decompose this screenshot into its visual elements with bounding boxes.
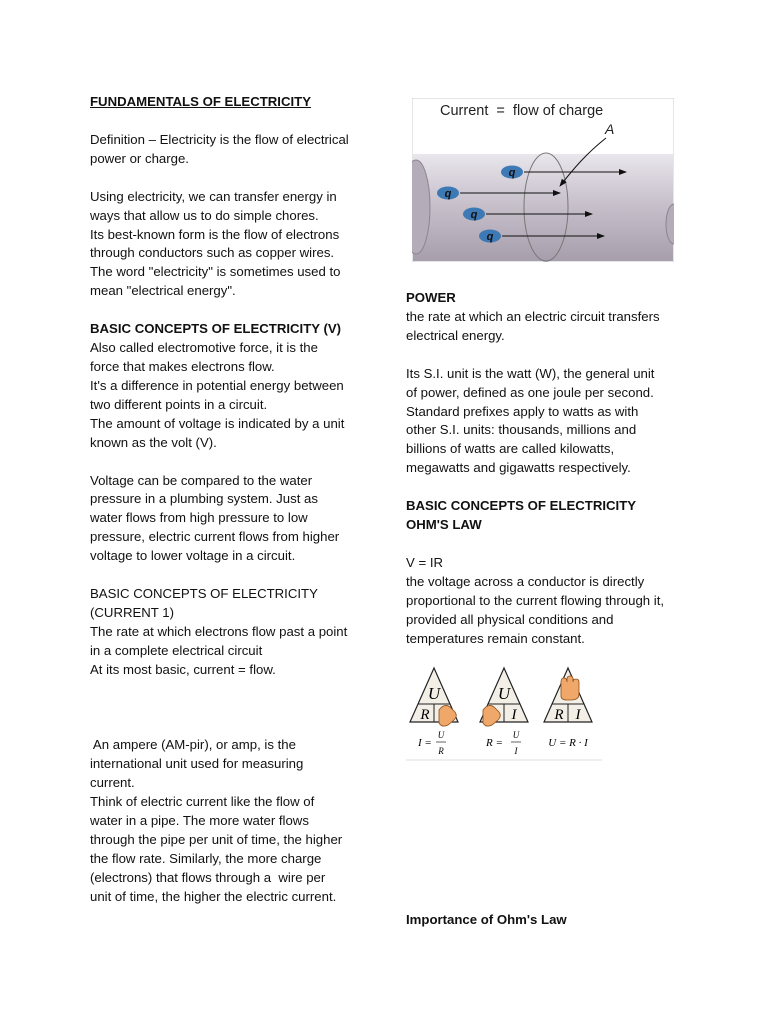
- svg-text:R: R: [554, 707, 564, 723]
- svg-text:R =: R =: [486, 737, 503, 749]
- svg-text:I: I: [511, 707, 517, 723]
- charge-label: q: [444, 188, 452, 200]
- current-section: BASIC CONCEPTS OF ELECTRICITY (CURRENT 1) The rate at which electrons flow past a point in a complete electrical circuit At its most basic, current = flow.: [90, 586, 348, 677]
- hand-icon: [439, 705, 456, 726]
- ohm-law-paragraph: V = IR the voltage across a conductor is directly proportional to the current flowing through it, provided all physical conditions and temperatures remain constant.: [406, 554, 696, 649]
- svg-text:R: R: [420, 707, 430, 723]
- svg-text:U: U: [512, 730, 520, 740]
- definition-paragraph: Definition – Electricity is the flow of electrical power or charge.: [90, 131, 349, 166]
- ohm-formula: V = IR: [406, 554, 444, 570]
- usage-paragraph: Using electricity, we can transfer energy in ways that allow us to do simple chores. Its best-known form is the flow of electrons through conductors such as copper wires. The word "electricity" is sometimes used to mean "electrical energy".: [90, 188, 341, 299]
- charge-label: q: [508, 167, 516, 179]
- ohm-triangle-resistance: [480, 668, 528, 756]
- hand-icon: [561, 676, 579, 700]
- svg-text:U: U: [437, 730, 445, 740]
- voltage-analogy-paragraph: Voltage can be compared to the water pressure in a plumbing system. Just as water flows from high pressure to low pressure, electric current flows from higher voltage to lower voltage in a circuit.: [90, 472, 340, 564]
- ampere-paragraph: An ampere (AM-pir), or amp, is the international unit used for measuring current. Think of electric current like the flow of water in a pipe. The more water flows through the pipe per unit of time, the higher the flow rate. Similarly, the more charge (electrons) that flows through a wire per unit of time, the higher the electric current.: [90, 737, 343, 904]
- watt-paragraph: Its S.I. unit is the watt (W), the general unit of power, defined as one joule per second. Standard prefixes apply to watts as with other S.I. units: thousands, millions and billions of watts are called kilowatts, megawatts and gigawatts respectively.: [406, 365, 655, 476]
- ohm-triangle-voltage: [544, 668, 592, 749]
- voltage-section: BASIC CONCEPTS OF ELECTRICITY (V) Also called electromotive force, it is the force that makes electrons flow. It's a difference in potential energy between two different points in a circuit. The amount of voltage is indicated by a unit known as the volt (V).: [90, 320, 380, 452]
- current-caption: Current = flow of charge: [440, 103, 604, 119]
- ohm-triangle-current: [410, 668, 458, 756]
- current-flow-figure: [412, 98, 674, 262]
- svg-text:U: U: [497, 684, 511, 703]
- voltage-heading: BASIC CONCEPTS OF ELECTRICITY (V): [90, 321, 342, 337]
- svg-text:R: R: [438, 746, 444, 756]
- right-column: [406, 289, 696, 668]
- document-title: FUNDAMENTALS OF ELECTRICITY: [90, 94, 311, 109]
- charge-label: q: [486, 231, 494, 243]
- svg-text:U = R · I: U = R · I: [548, 737, 588, 749]
- svg-text:I: I: [575, 707, 581, 723]
- power-heading: POWER: [406, 290, 456, 305]
- power-section: POWER the rate at which an electric circuit transfers electrical energy.: [406, 289, 696, 346]
- charge-label: q: [470, 209, 478, 221]
- ohm-heading: BASIC CONCEPTS OF ELECTRICITY OHM'S LAW: [406, 498, 637, 533]
- area-label: A: [605, 121, 615, 137]
- ohm-triangle-figure: [406, 666, 602, 762]
- left-column: [90, 93, 380, 963]
- svg-text:I: I: [514, 746, 518, 756]
- svg-text:U: U: [427, 684, 441, 703]
- importance-heading: Importance of Ohm's Law: [406, 912, 567, 927]
- wire-pipe: [413, 154, 673, 261]
- svg-text:I =: I =: [418, 737, 432, 749]
